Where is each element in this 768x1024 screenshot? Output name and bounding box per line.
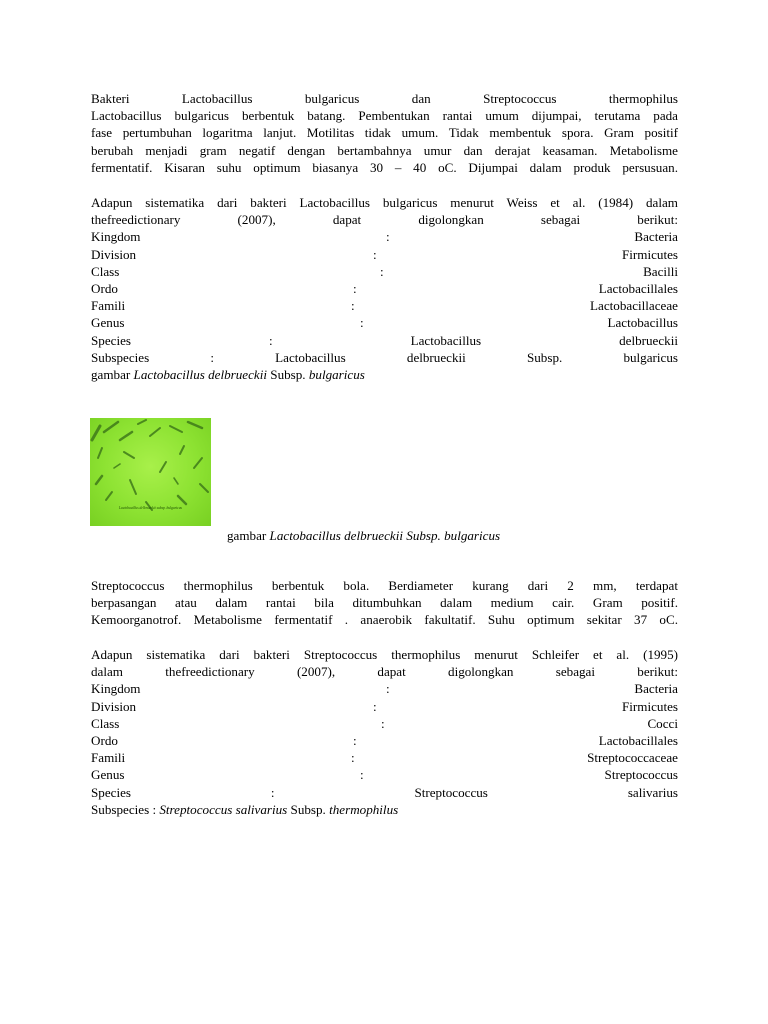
taxonomy-row-kingdom [91,228,678,245]
rank-value: Lactobacillaceae [590,298,678,314]
rank-value: Streptococcaceae [587,750,678,766]
gambar-italic: bulgaricus [308,366,365,382]
text-line: Streptococcus thermophilus berbentuk bola. Berdiameter kurang dari 2 mm, terdapat [91,578,678,593]
rank-label: Genus [91,315,125,331]
rank-value: Bacteria [634,229,678,245]
taxonomy-row-division [91,246,678,263]
separator: : [353,280,357,296]
rank-label: Ordo [91,280,118,296]
caption-italic: Lactobacillus delbrueckii Subsp. bulgaricus [269,528,501,543]
separator: : [380,263,384,279]
streptococcus-taxonomy [91,646,678,818]
lactobacillus-taxonomy [91,194,678,383]
text-line: berubah menjadi gram negatif dengan bertambahnya umur dan derajat keasaman. Metabolisme [91,142,678,158]
subspecies-prefix: Subspecies : [91,801,160,817]
taxonomy-row-kingdom [91,680,678,697]
separator: : [386,229,390,245]
text-line: Kemoorganotrof. Metabolisme fermentatif . anaerobik fakultatif. Suhu optimum sekitar 37 oC. [91,612,678,628]
rank-value: Streptococcus [414,784,488,800]
separator: : [360,315,364,331]
separator: : [353,732,357,748]
separator: : [351,298,355,314]
rank-value: bulgaricus [623,349,678,365]
taxonomy-intro-line: Adapun sistematika dari bakteri Lactobacillus bulgaricus menurut Weiss et al. (1984) dalam [91,195,678,210]
rank-value: Firmicutes [621,698,678,714]
rank-label: Famili [91,298,126,314]
separator: : [386,681,390,697]
rank-value: Streptococcus [604,767,678,783]
gambar-mid: Subsp. [267,366,309,382]
taxonomy-intro-line: Adapun sistematika dari bakteri Streptococcus thermophilus menurut Schleifer et al. (1995) [91,647,678,662]
subspecies-mid: Subsp. [287,801,330,817]
rank-value: Lactobacillales [598,732,678,748]
rank-value: Cocci [647,715,678,731]
separator: : [351,750,355,766]
taxonomy-intro-line: thefreedictionary (2007), dapat digolongkan sebagai berikut: [91,212,678,228]
rank-value: Lactobacillus [410,332,482,348]
separator: : [373,698,377,714]
rank-label: Species [91,784,131,800]
taxonomy-row-subspecies [91,349,678,366]
rank-value: Lactobacillales [598,280,678,296]
text-line: Lactobacillus bulgaricus berbentuk batang. Pembentukan rantai umum dijumpai, terutama pada [91,108,678,124]
rank-value: Subsp. [526,349,563,365]
rank-label: Kingdom [91,229,141,245]
rank-value: delbrueckii [406,349,466,365]
taxonomy-row-genus [91,314,678,331]
rank-value: Lactobacillus [607,315,678,331]
text-line: berpasangan atau dalam rantai bila ditumbuhkan dalam medium cair. Gram positif. [91,595,678,611]
rank-label: Genus [91,767,125,783]
separator: : [210,349,214,365]
text-line: fase pertumbuhan logaritma lanjut. Motilitas tidak umum. Tidak membentuk spora. Gram positif [91,125,678,141]
taxonomy-row-famili [91,297,678,314]
taxonomy-row-class [91,715,678,732]
taxonomy-intro-line: dalam thefreedictionary (2007), dapat digolongkan sebagai berikut: [91,664,678,680]
rank-label: Kingdom [91,681,141,697]
rank-label: Class [91,263,120,279]
gambar-line [91,366,678,383]
rank-label: Famili [91,750,126,766]
rank-value: salivarius [627,784,678,800]
taxonomy-row-class [91,263,678,280]
taxonomy-row-species [91,784,678,801]
rank-value: Lactobacillus [275,349,346,365]
rank-value: Bacilli [643,263,678,279]
taxonomy-row-ordo [91,280,678,297]
separator: : [270,784,275,800]
subspecies-italic: Streptococcus salivarius [159,801,288,817]
taxonomy-row-division [91,698,678,715]
streptococcus-description [91,577,678,629]
rank-value: Firmicutes [621,246,678,262]
taxonomy-row-subspecies [91,801,678,818]
taxonomy-row-genus [91,766,678,783]
heading-line: Bakteri Lactobacillus bulgaricus dan Streptococcus thermophilus [91,91,678,106]
separator: : [360,767,364,783]
taxonomy-row-ordo [91,732,678,749]
text-line: fermentatif. Kisaran suhu optimum biasanya 30 – 40 oC. Dijumpai dalam produk persusuan. [91,159,678,175]
rank-label: Ordo [91,732,118,748]
bacteria-micrograph-image [90,418,211,526]
figure-label: Lactobacillus delbrueckii subsp. bulgaricus [119,506,182,510]
rank-label: Species [91,332,131,348]
rank-label: Class [91,715,120,731]
caption-prefix: gambar [227,528,270,543]
rank-value: delbrueckii [619,332,678,348]
taxonomy-row-famili [91,749,678,766]
lactobacillus-description [91,90,678,176]
taxonomy-row-species [91,332,678,349]
rank-label: Subspecies [91,349,150,365]
rank-label: Division [91,246,137,262]
rank-label: Division [91,698,137,714]
rank-value: Bacteria [634,681,678,697]
gambar-italic: Lactobacillus delbrueckii [133,366,268,382]
separator: : [373,246,377,262]
figure-caption [227,527,500,544]
separator: : [381,715,385,731]
gambar-prefix: gambar [91,366,134,382]
subspecies-italic: thermophilus [329,801,399,817]
separator: : [268,332,273,348]
